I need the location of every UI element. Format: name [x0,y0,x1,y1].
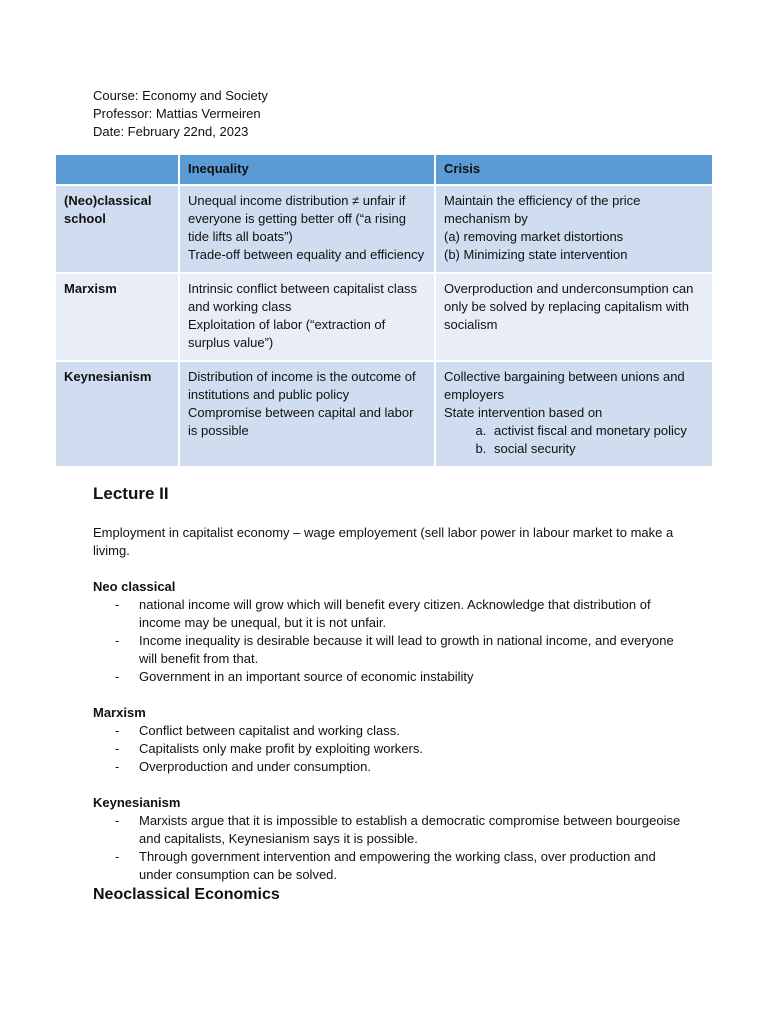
row-label-neoclassical: (Neo)classical school [55,185,179,273]
header-cell-empty [55,154,179,185]
cell-crisis [435,185,713,273]
list-item [93,812,683,848]
list-item [93,632,683,668]
list-item-text: Income inequality is desirable because it will lead to growth in national income, and everyone will benefit from that. [139,633,674,666]
list-item-text: Overproduction and under consumption. [139,759,371,774]
table-row [55,185,713,273]
bullet-list [93,722,683,776]
cell-inequality [179,361,435,467]
list-item [93,848,683,884]
cell-line: Collective bargaining between unions and employers [444,369,685,402]
header-cell-inequality: Inequality [179,154,435,185]
cell-crisis [435,273,713,361]
cell-inequality [179,273,435,361]
cell-crisis [435,361,713,467]
dash-bullet: - [115,741,120,756]
list-item [93,668,683,686]
cell-line: Maintain the efficiency of the price mechanism by [444,193,641,226]
row-label-marxism: Marxism [55,273,179,361]
list-item: a. activist fiscal and monetary policy [490,422,704,440]
table-row [55,361,713,467]
bullet-list [93,812,683,884]
cell-line: Intrinsic conflict between capitalist class and working class [188,281,418,314]
document-header [93,87,268,141]
cell-line: Exploitation of labor (“extraction of surplus value”) [188,317,386,350]
cell-line: Unequal income distribution ≠ unfair if everyone is getting better off (“a rising tide lifts all boats”) [188,193,406,244]
list-item-text: Marxists argue that it is impossible to establish a democratic compromise between bourgeoise and capitalists, Keynesianism says it is possible. [139,813,681,846]
list-item-text: national income will grow which will benefit every citizen. Acknowledge that distribution of income may be unequal, but it is not unfair. [139,597,651,630]
comparison-table [54,153,714,468]
cell-line: (b) Minimizing state intervention [444,247,628,262]
dash-bullet: - [115,669,120,684]
heading-neoclassical-economics: Neoclassical Economics [93,886,280,903]
table-row [55,273,713,361]
section-title-marxism: Marxism [93,705,146,720]
intro-paragraph: Employment in capitalist economy – wage employement (sell labor power in labour market to make a livimg. [93,525,674,558]
section-title-neoclassical: Neo classical [93,579,176,594]
professor-line: Professor: Mattias Vermeiren [93,106,261,121]
list-item: b. social security [490,440,704,458]
cell-inequality [179,185,435,273]
cell-line: Compromise between capital and labor is possible [188,405,414,438]
dash-bullet: - [115,813,120,828]
list-item-text: Government in an important source of economic instability [139,669,474,684]
list-item [93,740,683,758]
section-title-keynesianism: Keynesianism [93,795,181,810]
cell-line: Trade-off between equality and efficiency [188,247,425,262]
header-cell-crisis: Crisis [435,154,713,185]
list-item-text: Through government intervention and empowering the working class, over production and under consumption can be solved. [139,849,656,882]
list-item-text: Conflict between capitalist and working class. [139,723,400,738]
crisis-sublist [444,422,704,458]
dash-bullet: - [115,597,120,612]
cell-line: (a) removing market distortions [444,229,624,244]
bullet-list [93,596,683,686]
dash-bullet: - [115,633,120,648]
list-item [93,596,683,632]
cell-line: State intervention based on [444,405,603,420]
cell-line: Distribution of income is the outcome of institutions and public policy [188,369,416,402]
dash-bullet: - [115,849,120,864]
list-item [93,722,683,740]
dash-bullet: - [115,759,120,774]
dash-bullet: - [115,723,120,738]
row-label-keynesianism: Keynesianism [55,361,179,467]
list-item [93,758,683,776]
list-item-text: Capitalists only make profit by exploiting workers. [139,741,423,756]
lecture-title: Lecture II [93,484,169,503]
lecture-body [93,524,683,904]
table-header-row [55,154,713,185]
date-line: Date: February 22nd, 2023 [93,124,249,139]
cell-line: Overproduction and underconsumption can only be solved by replacing capitalism with socialism [444,281,694,332]
course-line: Course: Economy and Society [93,88,268,103]
